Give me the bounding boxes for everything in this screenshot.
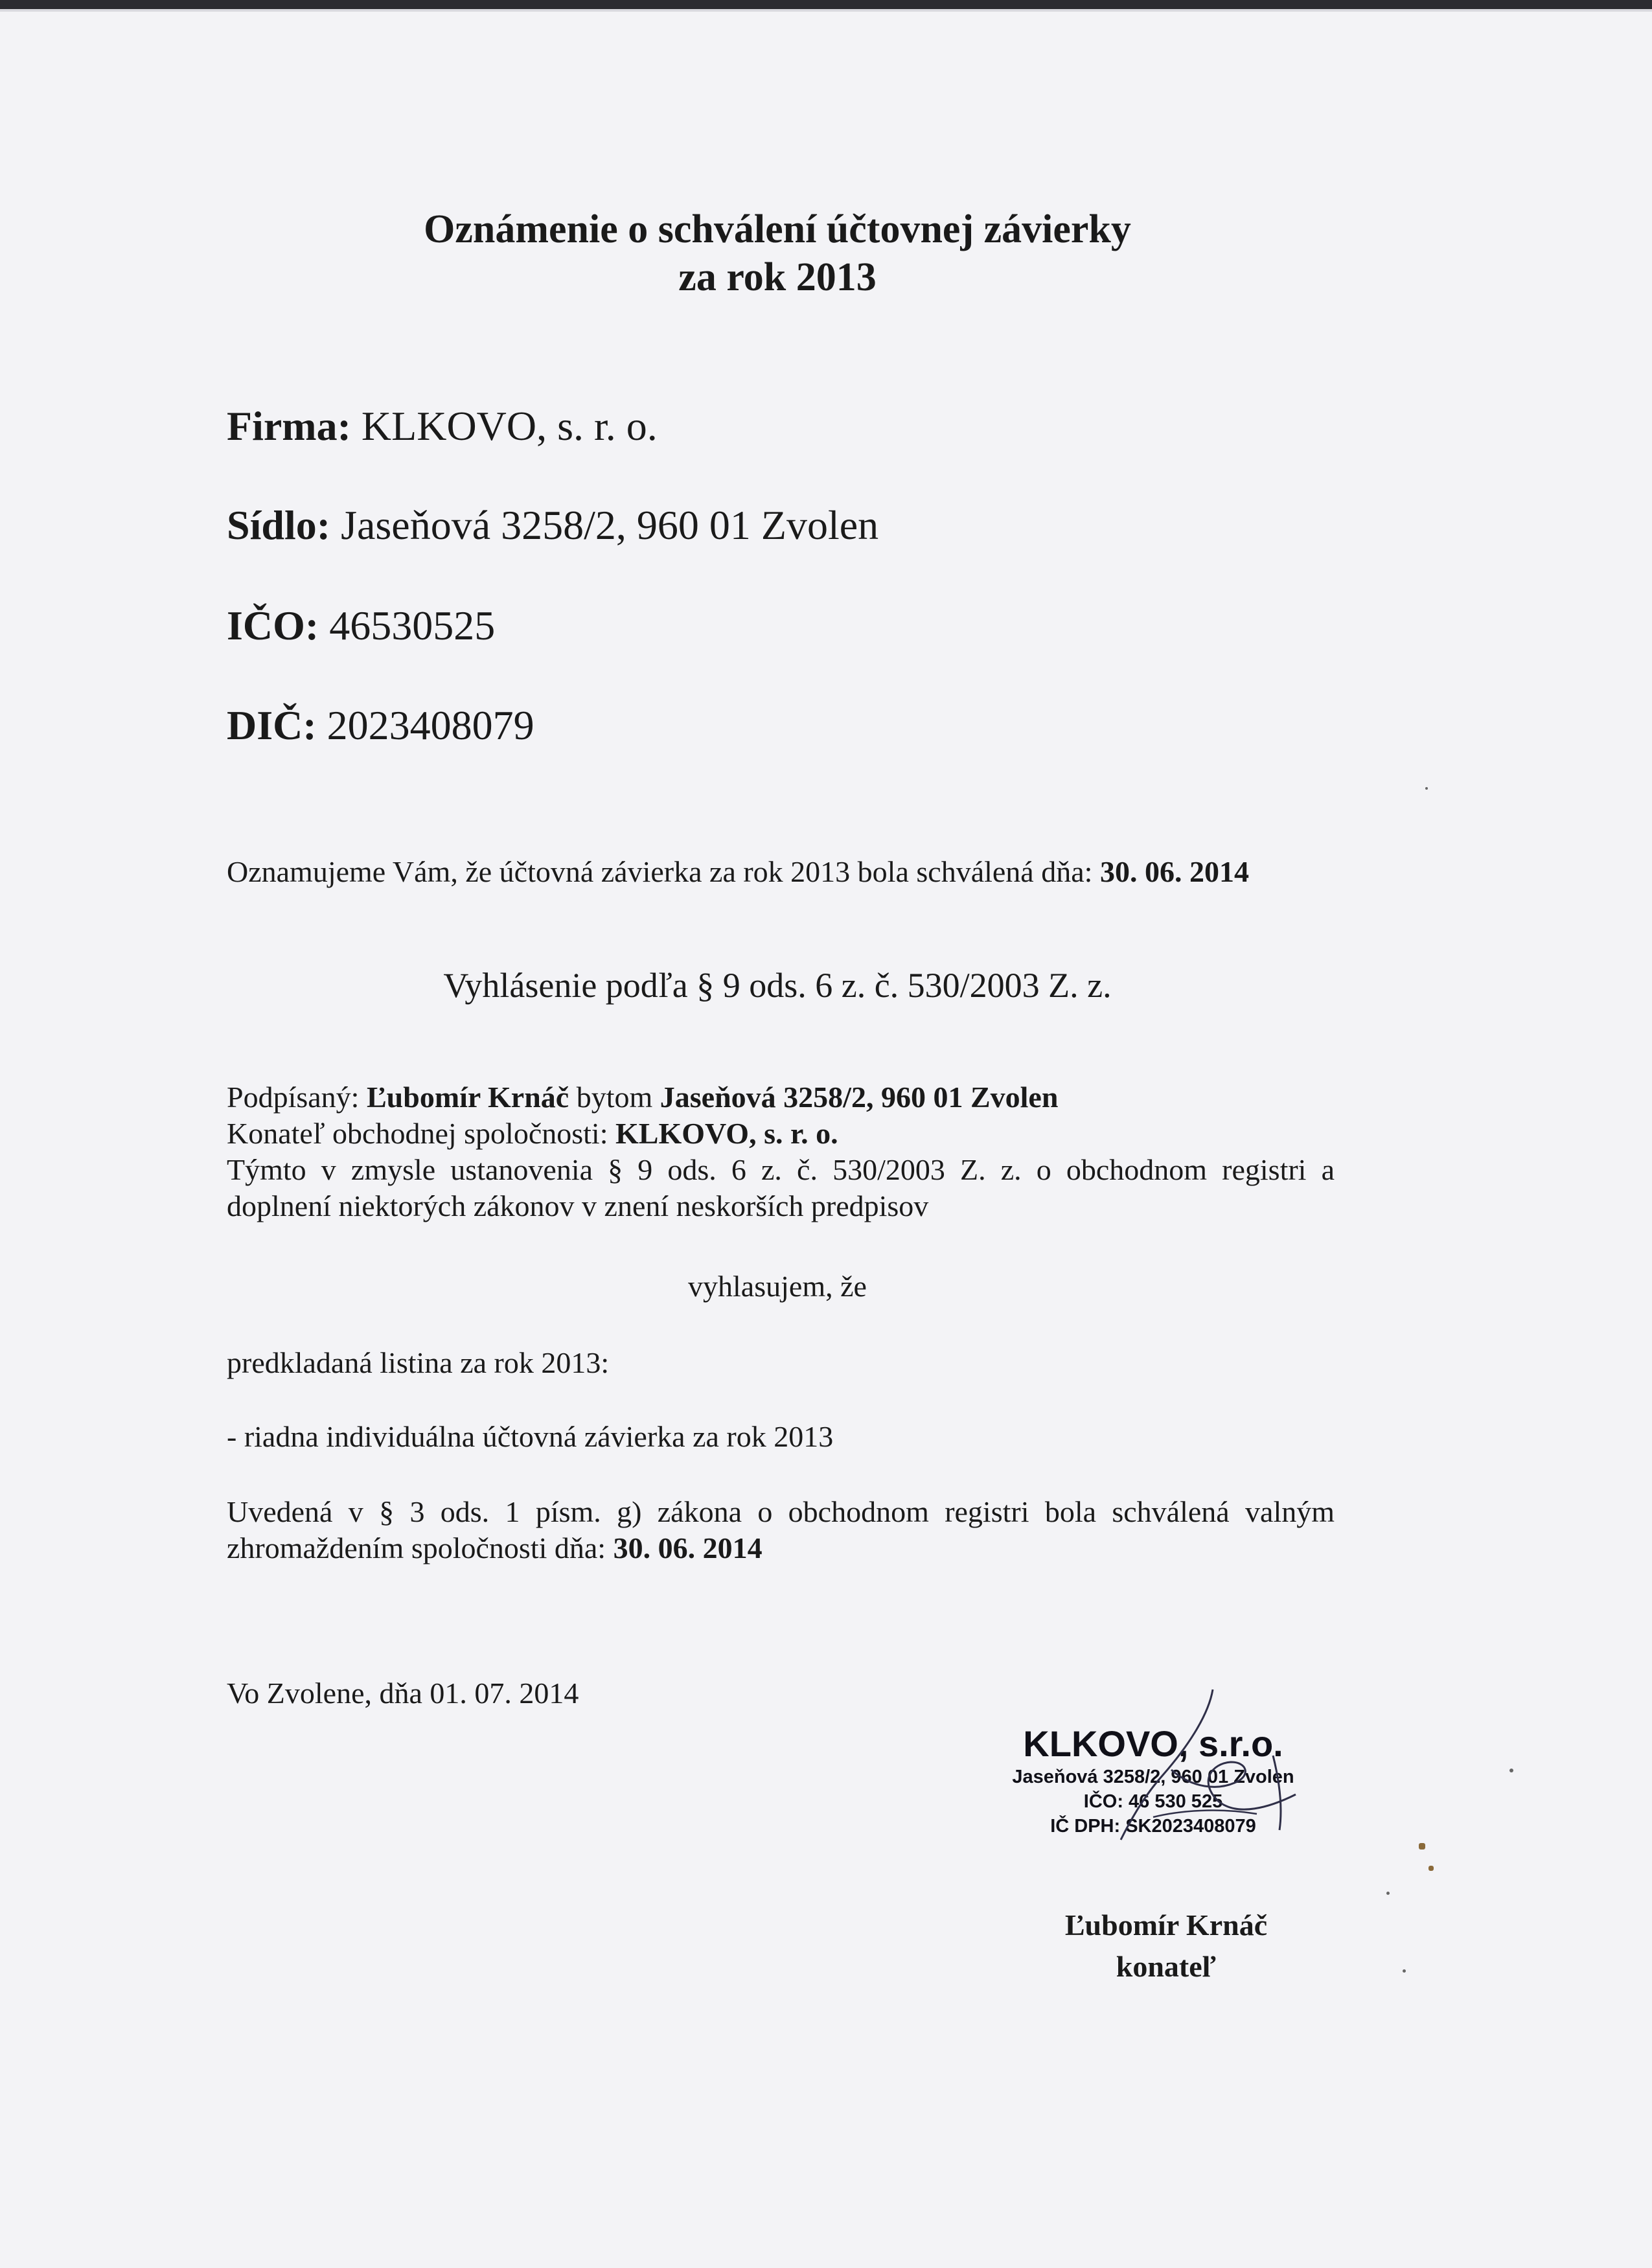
stamp-company: KLKOVO, s.r.o. — [1023, 1723, 1283, 1764]
announcement — [227, 854, 1249, 890]
dic-field — [227, 701, 534, 750]
scan-edge-line — [0, 9, 1652, 12]
handwritten-signature — [1024, 1678, 1386, 1872]
scan-speck — [1403, 1969, 1406, 1973]
announcement-date: 30. 06. 2014 — [1099, 855, 1249, 888]
statute-line-2: doplnení niektorých zákonov v znení neskorších predpisov — [227, 1189, 929, 1222]
ico-label: IČO: — [227, 602, 319, 648]
seat-field — [227, 501, 878, 550]
stamp-ico: IČO: 46 530 525 — [1083, 1791, 1223, 1812]
statement-block — [227, 1079, 1335, 1224]
document-title: Oznámenie o schválení účtovnej závierky — [424, 207, 1131, 251]
approval-line-2 — [227, 1530, 1335, 1566]
signed-middle: bytom — [569, 1081, 660, 1114]
scan-speck — [1428, 1866, 1434, 1871]
approval-block — [227, 1494, 1335, 1566]
dic-value: 2023408079 — [327, 702, 534, 748]
signed-address: Jaseňová 3258/2, 960 01 Zvolen — [660, 1081, 1059, 1114]
signed-line — [227, 1079, 1335, 1116]
ico-value: 46530525 — [329, 602, 496, 648]
ico-field — [227, 601, 495, 650]
signer-name: Ľubomír Krnáč — [1064, 1908, 1268, 1942]
signed-prefix: Podpísaný: — [227, 1081, 367, 1114]
seat-label: Sídlo: — [227, 502, 331, 548]
scan-speck — [1386, 1892, 1390, 1895]
scan-speck — [1425, 787, 1428, 790]
declaration-heading: Vyhlásenie podľa § 9 ods. 6 z. č. 530/2003 Z. z. — [443, 966, 1112, 1005]
document-subtitle: za rok 2013 — [678, 255, 877, 299]
declare-text: vyhlasujem, že — [688, 1270, 867, 1303]
approval-date: 30. 06. 2014 — [613, 1531, 763, 1564]
stamp-ic-dph: IČ DPH: SK2023408079 — [1050, 1816, 1256, 1837]
company-value: KLKOVO, s. r. o. — [361, 403, 658, 449]
submitted-text: predkladaná listina za rok 2013: — [227, 1346, 610, 1379]
company-label: Firma: — [227, 403, 351, 449]
scan-speck — [1509, 1769, 1513, 1772]
approval-line-1: Uvedená v § 3 ods. 1 písm. g) zákona o obchodnom registri bola schválená valným — [227, 1495, 1335, 1528]
signed-name: Ľubomír Krnáč — [366, 1081, 569, 1114]
executive-prefix: Konateľ obchodnej spoločnosti: — [227, 1117, 615, 1150]
place-and-date: Vo Zvolene, dňa 01. 07. 2014 — [227, 1677, 579, 1710]
statement-item: - riadna individuálna účtovná závierka za rok 2013 — [227, 1420, 834, 1453]
approval-prefix: zhromaždením spoločnosti dňa: — [227, 1531, 614, 1564]
executive-company: KLKOVO, s. r. o. — [615, 1117, 838, 1150]
scan-top-edge — [0, 0, 1652, 9]
dic-label: DIČ: — [227, 702, 317, 748]
scan-speck — [1419, 1843, 1425, 1850]
company-field — [227, 402, 658, 451]
announcement-text: Oznamujeme Vám, že účtovná závierka za rok 2013 bola schválená dňa: — [227, 855, 1100, 888]
stamp-address: Jaseňová 3258/2, 960 01 Zvolen — [1012, 1767, 1294, 1787]
seat-value: Jaseňová 3258/2, 960 01 Zvolen — [341, 502, 879, 548]
statute-line-1: Týmto v zmysle ustanovenia § 9 ods. 6 z. č. 530/2003 Z. z. o obchodnom registri a — [227, 1153, 1335, 1186]
executive-line — [227, 1116, 1335, 1152]
signer-role: konateľ — [1116, 1950, 1217, 1983]
